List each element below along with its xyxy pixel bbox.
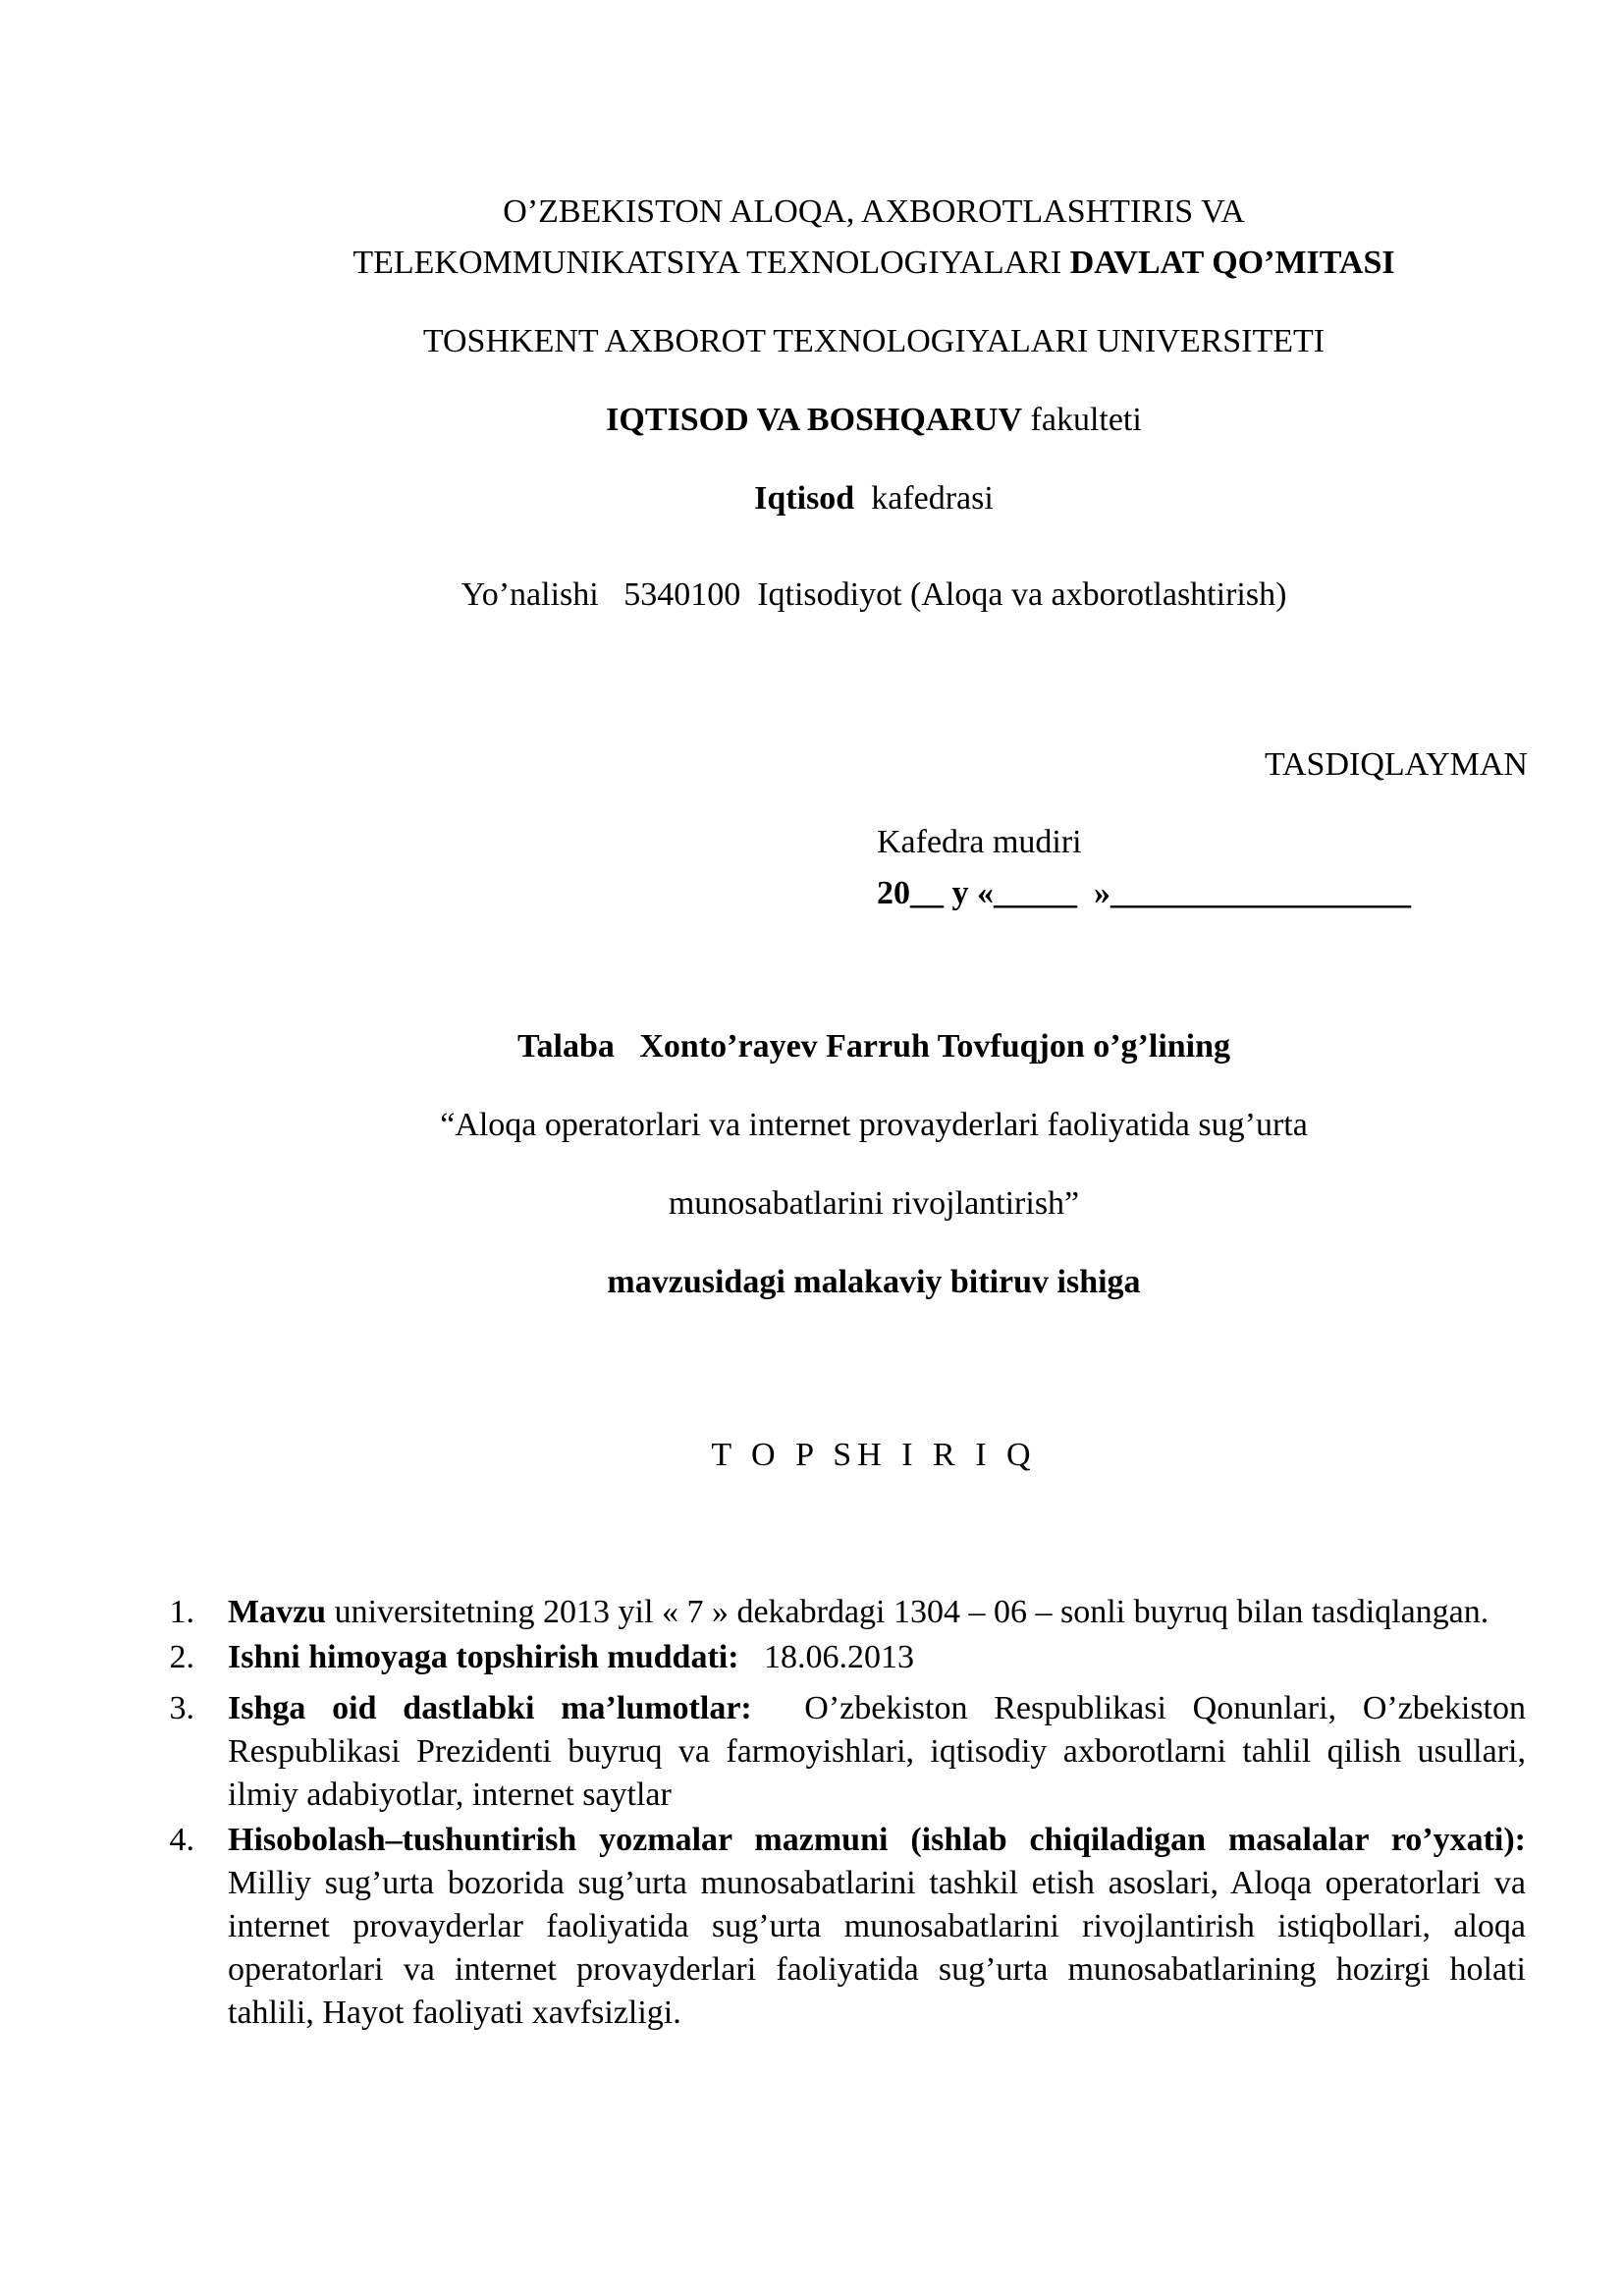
task-text: universitetning 2013 yil « 7 » dekabrdagi 1304 – 06 – sonli buyruq bilan tasdiqlangan. [326, 1594, 1489, 1630]
topic-line-1: “Aloqa operatorlari va internet provayderlari faoliyatida sug’urta [440, 1107, 1308, 1143]
ministry-line-1: O’ZBEKISTON ALOQA, AXBOROTLASHTIRIS VA [503, 193, 1245, 230]
task-number: 1. [169, 1594, 194, 1630]
approval-role: Kafedra mudiri [877, 824, 1082, 860]
task-item [169, 1687, 1535, 1817]
task-heading: Ishni himoyaga topshirish muddati: [228, 1639, 739, 1675]
ministry-line-2-normal: TELEKOMMUNIKATSIYA TEXNOLOGIYALARI [352, 245, 1070, 281]
university-name: TOSHKENT AXBOROT TEXNOLOGIYALARI UNIVERSITETI [422, 323, 1326, 359]
ministry-line-2 [147, 242, 1600, 285]
task-heading: Hisobolash–tushuntirish yozmalar mazmuni (ishlab chiqiladigan masalalar ro’yxati): [228, 1822, 1526, 1858]
faculty-line [147, 399, 1600, 442]
task-title: T O P SH I R I Q [711, 1437, 1037, 1473]
task-item [169, 1636, 1526, 1679]
task-text: Milliy sug’urta bozorida sug’urta munosabatlarini tashkil etish asoslari, Aloqa operatorlari va internet provayderlar faoliyatida sug’urta munosabatlarini rivojlantirish istiqbollari, aloqa operatorlari va internet provayderlari faoliyatida sug’urta munosabatlarining hozirgi holati tahlili, Hayot faoliyati xavfsizligi. [228, 1865, 1526, 2031]
faculty-name: IQTISOD VA BOSHQARUV [606, 402, 1023, 438]
direction-line: Yo’nalishi 5340100 Iqtisodiyot (Aloqa va axborotlashtirish) [460, 576, 1287, 613]
task-heading: Mavzu [228, 1594, 327, 1630]
task-item [169, 1819, 1526, 2035]
topic-line-3: mavzusidagi malakaviy bitiruv ishiga [607, 1264, 1141, 1300]
ministry-line-2-bold: DAVLAT QO’MITASI [1069, 245, 1395, 281]
student-line: Talaba Xonto’rayev Farruh Tovfuqjon o’g’lining [516, 1028, 1231, 1065]
task-text: 18.06.2013 [738, 1639, 915, 1675]
task-number: 3. [169, 1690, 194, 1726]
approval-signature-line: __________________ [1110, 875, 1411, 911]
approval-date-day: _____ [994, 875, 1077, 911]
topic-line-2: munosabatlarini rivojlantirish” [668, 1185, 1080, 1222]
task-item [169, 1591, 1526, 1634]
task-number: 4. [169, 1822, 194, 1858]
task-heading: Ishga oid dastlabki ma’lumotlar: [228, 1690, 752, 1726]
task-number: 2. [169, 1639, 194, 1675]
approval-date-close: » [1077, 875, 1110, 911]
department-suffix: kafedrasi [854, 480, 994, 517]
task-text: O’zbekiston Respublikasi Qonunlari, O’zbekiston Respublikasi Prezidenti buyruq va farmoyishlari, iqtisodiy axborotlarni tahlil qilish usullari, ilmiy adabiyotlar, internet saytlar [228, 1690, 1535, 1813]
department-name: Iqtisod [754, 480, 855, 517]
faculty-suffix: fakulteti [1022, 402, 1142, 438]
approval-date-line [877, 872, 1411, 915]
task-list [169, 1591, 1535, 2043]
approval-date-prefix: 20__ y « [877, 875, 994, 911]
department-line [147, 477, 1600, 520]
approval-title: TASDIQLAYMAN [1264, 746, 1528, 783]
